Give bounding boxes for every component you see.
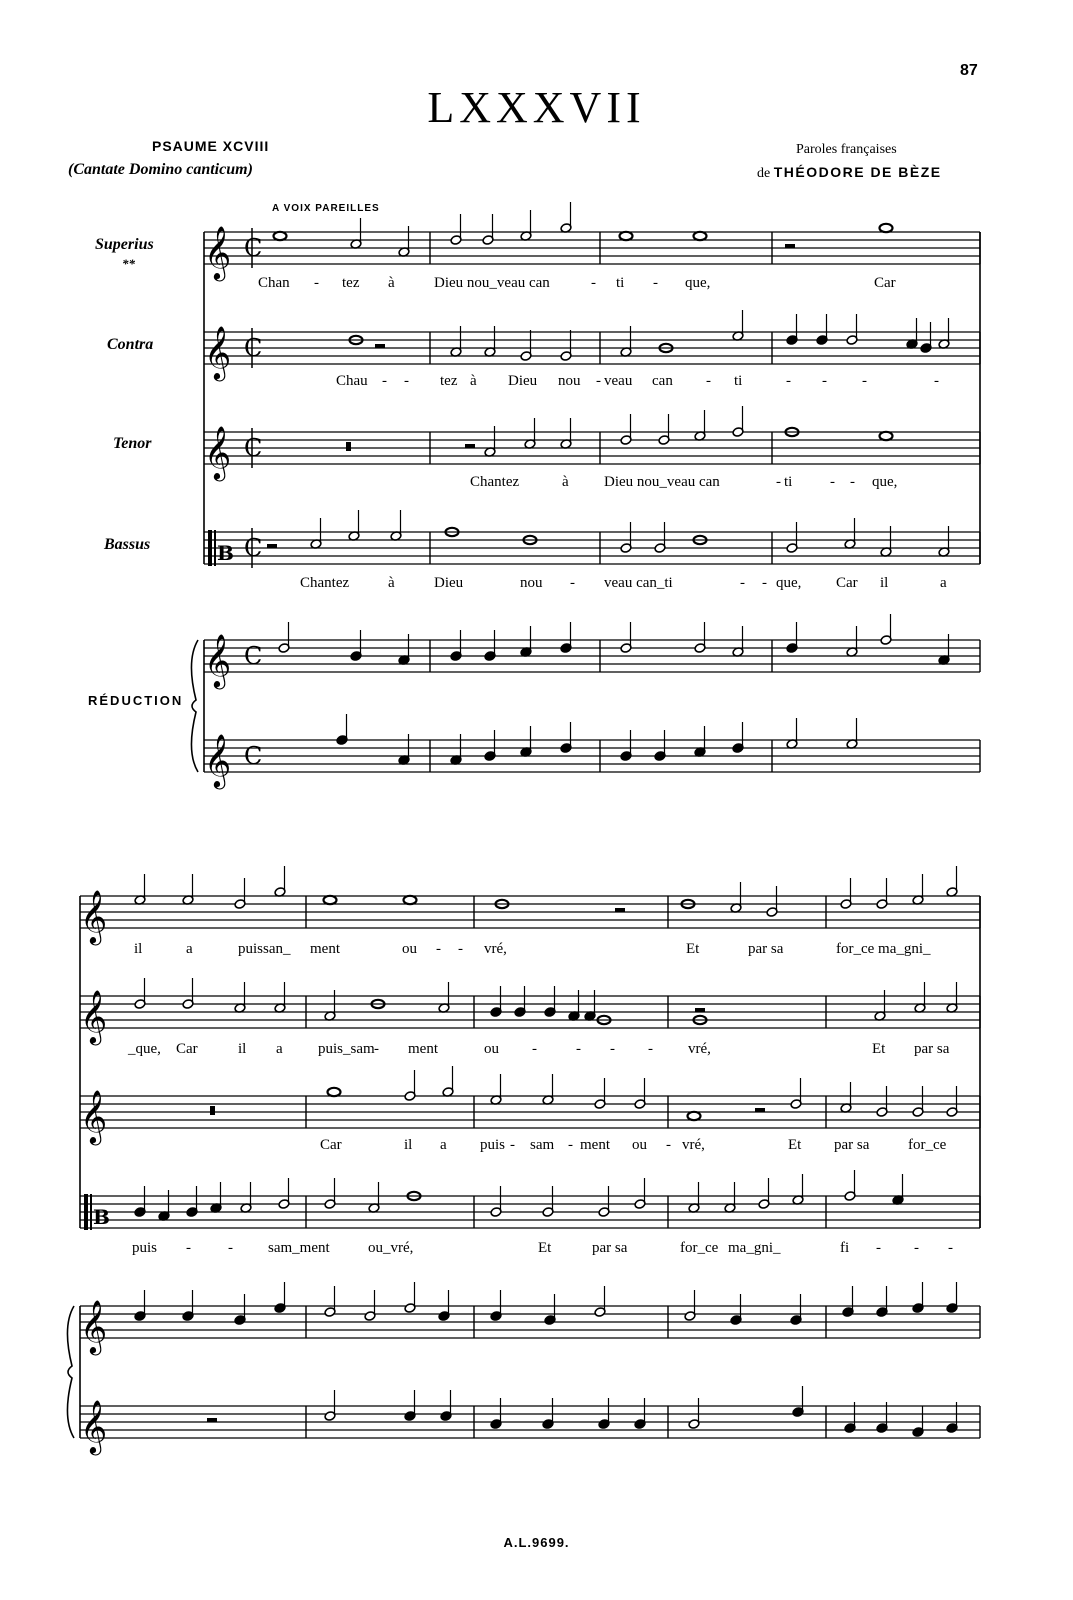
bassus-lyric-syllable: Et: [538, 1240, 552, 1256]
lyrics-credit: Paroles françaises: [796, 142, 897, 157]
latin-incipit: (Cantate Domino canticum): [68, 161, 253, 178]
whole-note: [324, 896, 337, 904]
bassus-lyric-syllable: -: [228, 1240, 233, 1256]
superius-lyric-syllable: il: [134, 941, 143, 957]
contra-lyric-syllable: tez: [440, 373, 458, 389]
superius-lyric-syllable: puissan_: [238, 941, 291, 957]
contra-lyric-syllable: -: [648, 1041, 653, 1057]
bassus-lyric-syllable: -: [186, 1240, 191, 1256]
bassus-lyric-syllable: Dieu: [434, 575, 464, 591]
contra-lyric-syllable: -: [706, 373, 711, 389]
half-rest: [695, 1008, 705, 1012]
bassus-lyric-syllable: Car: [836, 575, 858, 591]
half-rest: [267, 544, 277, 548]
bassus-lyric-syllable: sam_ment: [268, 1240, 330, 1256]
contra-lyric-syllable: -: [404, 373, 409, 389]
voice-label-tenor: Tenor: [113, 435, 152, 452]
treble-clef: 𝄞: [204, 733, 232, 787]
tenor-lyric-syllable: vré,: [682, 1137, 705, 1153]
contra-lyric-syllable: à: [470, 373, 477, 389]
whole-note: [274, 232, 287, 240]
tenor-lyric-syllable: -: [568, 1137, 573, 1153]
contra-lyric-syllable: -: [532, 1041, 537, 1057]
time-signature: C: [244, 234, 263, 262]
whole-note: [880, 432, 893, 440]
superius-lyric-syllable: ou: [402, 941, 417, 957]
tenor-lyric-syllable: puis: [480, 1137, 506, 1153]
performance-direction: A VOIX PAREILLES: [272, 203, 380, 214]
time-signature: C: [244, 742, 263, 770]
superius-lyric-syllable: tez: [342, 275, 360, 291]
half-rest: [615, 908, 625, 912]
superius-lyric-syllable: -: [653, 275, 658, 291]
superius-lyric-syllable: à: [388, 275, 395, 291]
superius-lyric-syllable: Car: [874, 275, 896, 291]
tenor-lyric-syllable: -: [666, 1137, 671, 1153]
tenor-lyric-syllable: Car: [320, 1137, 342, 1153]
contra-lyric-syllable: -: [862, 373, 867, 389]
treble-clef: 𝄞: [204, 325, 232, 379]
tenor-lyric-syllable: -: [850, 474, 855, 490]
quarter-rest: [210, 1106, 215, 1115]
contra-lyric-syllable: -: [382, 373, 387, 389]
bassus-lyric-syllable: -: [740, 575, 745, 591]
voice-label-contra: Contra: [107, 336, 154, 353]
whole-note: [328, 1088, 341, 1096]
c-clef: [84, 1194, 88, 1230]
bassus-lyric-syllable: fi: [840, 1240, 850, 1256]
half-rest: [755, 1108, 765, 1112]
bassus-lyric-syllable: par sa: [592, 1240, 628, 1256]
bassus-lyric-syllable: il: [880, 575, 889, 591]
contra-lyric-syllable: Car: [176, 1041, 198, 1057]
tenor-lyric-syllable: à: [562, 474, 569, 490]
half-rest: [375, 344, 385, 348]
contra-lyric-syllable: -: [576, 1041, 581, 1057]
tenor-lyric-syllable: que,: [872, 474, 898, 490]
tenor-lyric-syllable: a: [440, 1137, 447, 1153]
contra-lyric-syllable: -: [374, 1041, 379, 1057]
author-prefix: de: [757, 166, 771, 181]
contra-lyric-syllable: ment: [408, 1041, 438, 1057]
bassus-lyric-syllable: -: [876, 1240, 881, 1256]
tenor-lyric-syllable: for_ce: [908, 1137, 947, 1153]
bassus-lyric-syllable: -: [570, 575, 575, 591]
contra-lyric-syllable: -: [934, 373, 939, 389]
bassus-lyric-syllable: ou_vré,: [368, 1240, 414, 1256]
superius-lyric-syllable: ti: [616, 275, 625, 291]
time-signature: C: [244, 334, 263, 362]
treble-clef: 𝄞: [80, 1399, 108, 1453]
tenor-lyric-syllable: -: [510, 1137, 515, 1153]
whole-note: [880, 224, 893, 232]
whole-note: [404, 896, 417, 904]
contra-lyric-syllable: il: [238, 1041, 247, 1057]
bassus-lyric-syllable: Chantez: [300, 575, 350, 591]
bassus-lyric-syllable: -: [948, 1240, 953, 1256]
bassus-lyric-syllable: for_ce: [680, 1240, 719, 1256]
tenor-lyric-syllable: ment: [580, 1137, 610, 1153]
c-clef: [90, 1194, 92, 1230]
contra-lyric-syllable: par sa: [914, 1041, 950, 1057]
contra-lyric-syllable: Et: [872, 1041, 886, 1057]
author-name: THÉODORE DE BÈZE: [773, 164, 942, 180]
superius-lyric-syllable: vré,: [484, 941, 507, 957]
bassus-lyric-syllable: ma_gni_: [728, 1240, 781, 1256]
half-rest: [207, 1418, 217, 1422]
contra-lyric-syllable: nou: [558, 373, 581, 389]
bassus-lyric-syllable: -: [914, 1240, 919, 1256]
bassus-lyric-syllable: puis: [132, 1240, 158, 1256]
tenor-lyric-syllable: -: [830, 474, 835, 490]
tenor-lyric-syllable: sam: [530, 1137, 555, 1153]
reduction-brace: [67, 1306, 74, 1438]
superius-lyric-syllable: Dieu nou_veau can: [434, 275, 550, 291]
half-rest: [785, 244, 795, 248]
bassus-lyric-syllable: -: [762, 575, 767, 591]
contra-lyric-syllable: -: [786, 373, 791, 389]
bassus-lyric-syllable: a: [940, 575, 947, 591]
piece-title: LXXXVII: [427, 83, 646, 132]
treble-clef: 𝄞: [204, 225, 232, 279]
superius-lyric-syllable: a: [186, 941, 193, 957]
footnote-mark: **: [122, 256, 135, 271]
contra-lyric-syllable: Chau: [336, 373, 368, 389]
psalm-heading: PSAUME XCVIII: [152, 138, 270, 154]
time-signature: C: [244, 642, 263, 670]
superius-lyric-syllable: que,: [685, 275, 711, 291]
superius-lyric-syllable: -: [591, 275, 596, 291]
bassus-lyric-syllable: que,: [776, 575, 802, 591]
superius-lyric-syllable: -: [314, 275, 319, 291]
contra-lyric-syllable: Dieu: [508, 373, 538, 389]
treble-clef: 𝄞: [204, 425, 232, 479]
contra-lyric-syllable: -: [610, 1041, 615, 1057]
bassus-lyric-syllable: veau can_ti: [604, 575, 673, 591]
treble-clef: 𝄞: [80, 1089, 108, 1143]
tenor-lyric-syllable: ou: [632, 1137, 647, 1153]
bassus-lyric-syllable: nou: [520, 575, 543, 591]
superius-lyric-syllable: -: [436, 941, 441, 957]
page-number: 87: [960, 62, 978, 79]
bassus-lyric-syllable: à: [388, 575, 395, 591]
voice-label-superius: Superius: [95, 236, 154, 253]
time-signature: C: [244, 534, 263, 562]
superius-lyric-syllable: ment: [310, 941, 340, 957]
whole-note: [688, 1112, 701, 1120]
treble-clef: 𝄞: [80, 889, 108, 943]
contra-lyric-syllable: -: [596, 373, 601, 389]
contra-lyric-syllable: _que,: [128, 1041, 161, 1057]
plate-number: A.L.9699.: [503, 1535, 570, 1550]
treble-clef: 𝄞: [80, 989, 108, 1043]
contra-lyric-syllable: veau: [604, 373, 633, 389]
quarter-rest: [346, 442, 351, 451]
contra-lyric-syllable: ti: [734, 373, 743, 389]
superius-lyric-syllable: par sa: [748, 941, 784, 957]
treble-clef: 𝄞: [204, 633, 232, 687]
c-clef: [208, 530, 212, 566]
c-clef: B: [93, 1205, 110, 1229]
reduction-brace: [191, 640, 198, 772]
half-rest: [465, 444, 475, 448]
tenor-lyric-syllable: -: [776, 474, 781, 490]
tenor-lyric-syllable: ti: [784, 474, 793, 490]
whole-note: [694, 232, 707, 240]
tenor-lyric-syllable: Et: [788, 1137, 802, 1153]
superius-lyric-syllable: Et: [686, 941, 700, 957]
whole-note: [620, 232, 633, 240]
tenor-lyric-syllable: il: [404, 1137, 413, 1153]
superius-lyric-syllable: Chan: [258, 275, 290, 291]
contra-lyric-syllable: ou: [484, 1041, 499, 1057]
c-clef: B: [217, 541, 234, 565]
contra-lyric-syllable: vré,: [688, 1041, 711, 1057]
reduction-label: RÉDUCTION: [88, 693, 184, 708]
c-clef: [214, 530, 216, 566]
superius-lyric-syllable: for_ce ma_gni_: [836, 941, 931, 957]
tenor-lyric-syllable: Chantez: [470, 474, 520, 490]
voice-label-bassus: Bassus: [104, 536, 151, 553]
treble-clef: 𝄞: [80, 1299, 108, 1353]
contra-lyric-syllable: -: [822, 373, 827, 389]
superius-lyric-syllable: -: [458, 941, 463, 957]
contra-lyric-syllable: puis_sam: [318, 1041, 375, 1057]
tenor-lyric-syllable: par sa: [834, 1137, 870, 1153]
contra-lyric-syllable: can: [652, 373, 673, 389]
contra-lyric-syllable: a: [276, 1041, 283, 1057]
tenor-lyric-syllable: Dieu nou_veau can: [604, 474, 720, 490]
time-signature: C: [244, 434, 263, 462]
